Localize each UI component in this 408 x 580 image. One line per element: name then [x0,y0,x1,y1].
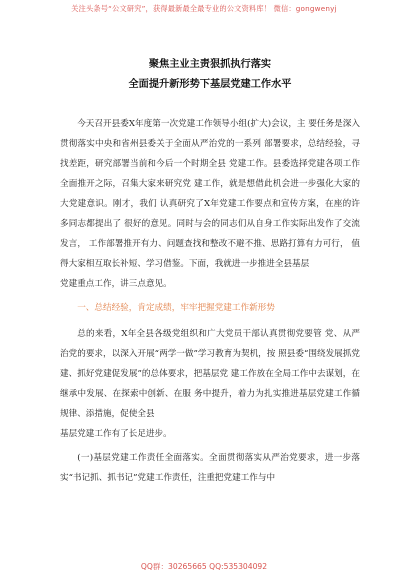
document-body [60,54,360,488]
document-title-line2: 全面提升新形势下基层党建工作水平 [128,78,292,90]
footer-watermark: QQ群：30265665 QQ:535304092 [140,562,268,571]
section1-heading: 一、总结经验，肯定成绩，牢牢把握党建工作新形势 [77,303,275,313]
subsection1-paragraph: (一)基层党建工作责任全面落实。全面贯彻落实从严治党要求，进一步落实“书记抓、抓书记”党建工作责任，注重把党建工作与中 [60,453,360,483]
intro-paragraph: 今天召开县委X年度第一次党建工作领导小组(扩大)会议，主 要任务是深入贯彻落实中央和省州县委关于全面从严治党的一系列 部署要求，总结经验，寻找差距，研究部署当前和今后一个时期全县 党建工作。县委选择党建各项工作全面推开之际，召集大家来研究党 建工作，就是想借此机会进一步强化大家的大党建意识。刚才，我们 认真研究了X年党建工作要点和宣传方案，在座的许多同志都提出了 很好的意见。同时与会的同志们从自身工作实际出发作了交流发言， 工作部署推开有力、问题查找和整改不避不推、思路打算有力可行， 值得大家相互取长补短、学习借鉴。下面，我就进一步推进全县基层 [60,119,360,269]
section1-paragraph-tail: 基层党建工作有了长足进步。 [60,429,172,439]
section1-paragraph: 总的来看，X年全县各级党组织和广大党员干部认真贯彻党要管 党、从严治党的要求，以深入开展“两学一做”学习教育为契机，按 照县委“围绕发展抓党建、抓好党建促发展”的总体要求，把基层党 建工作放在全局工作中去谋划，在继承中发展、在探索中创新、在服 务中提升，着力为扎实推进基层党建工作循规律、添措施，促使全县 [60,329,360,419]
header-watermark: 关注头条号“公文研究”，获得最新最全最专业的公文资料库！ 微信：gongwenyj [71,4,337,13]
document-title-line1: 聚焦主业主责狠抓执行落实 [148,58,272,70]
intro-paragraph-tail: 党建重点工作，讲三点意见。 [60,279,172,289]
